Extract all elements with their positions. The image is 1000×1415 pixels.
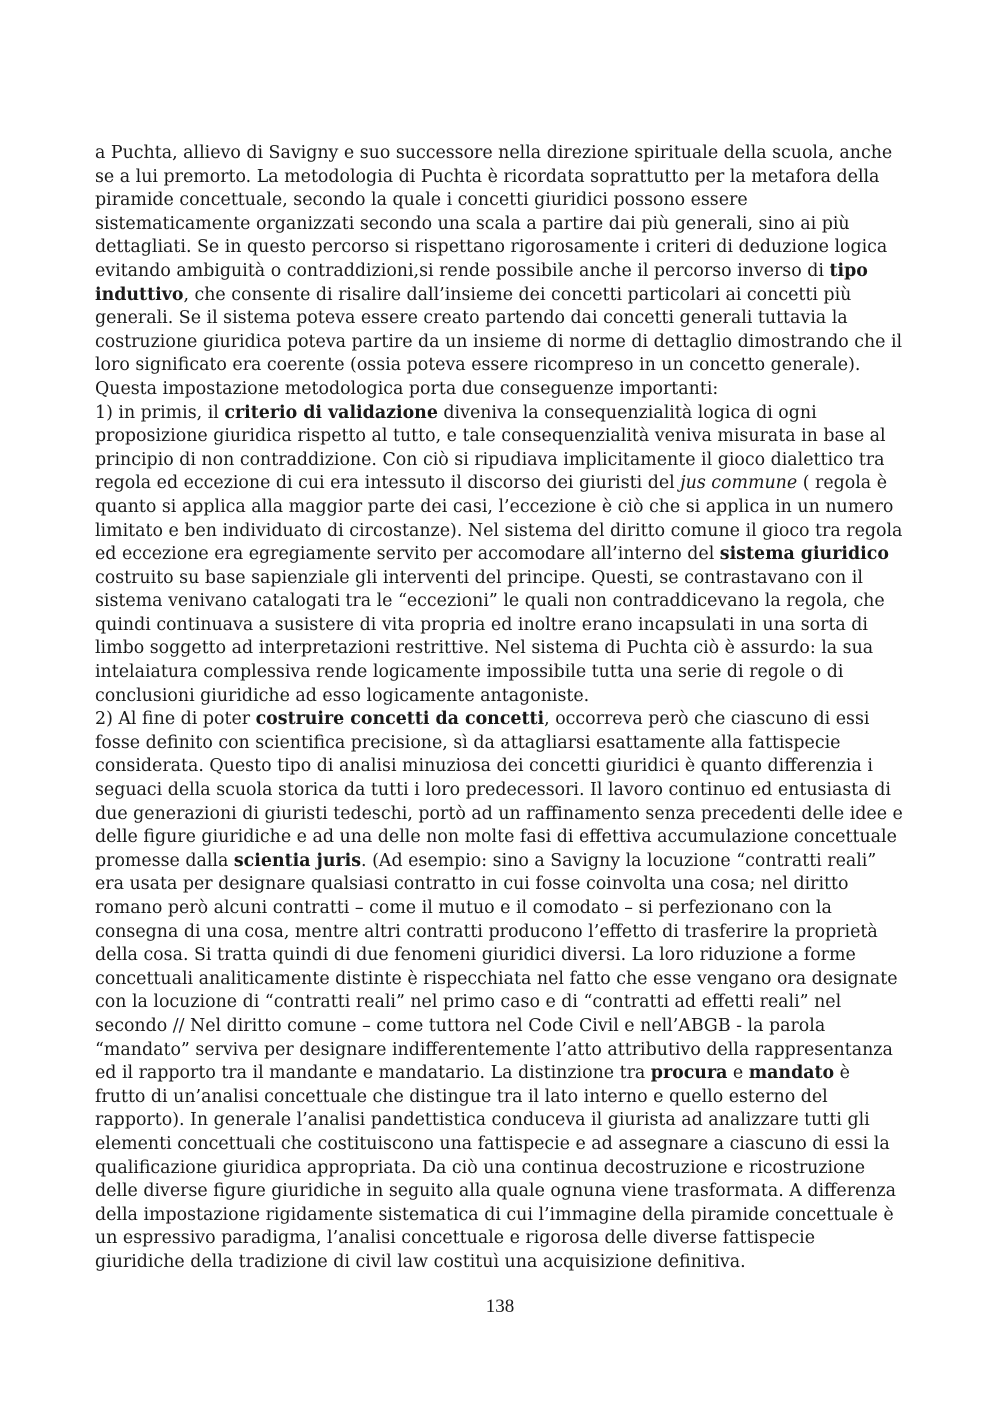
text-run: Questa impostazione metodologica porta due conseguenze importanti:	[95, 378, 719, 399]
italic-term: jus commune	[680, 473, 798, 494]
document-body	[95, 142, 905, 1275]
paragraph-consequences-intro	[95, 378, 905, 402]
text-run: è frutto di un’analisi concettuale che distingue tra il lato interno e quello esterno del rapporto). In generale l’analisi pandettistica conduceva il giurista ad analizzare tutti gli elementi concettuali che costituiscono una fattispecie e ad assegnare a ciascuno di essi la qualificazione giuridica appropriata. Da ciò una continua decostruzione e ricostruzione delle diverse figure giuridiche in seguito alla quale ognuna viene trasformata. A differenza della impostazione rigidamente sistematica di cui l’immagine della piramide concettuale è un espressivo paradigma, l’analisi concettuale e rigorosa delle diverse fattispecie giuridiche della tradizione di civil law costituì una acquisizione definitiva.	[95, 1063, 897, 1272]
text-run: , occorreva però che ciascuno di essi fosse definito con scientifica precisione, sì da attagliarsi esattamente alla fattispecie considerata. Questo tipo di analisi minuziosa dei concetti giuridici è quanto differenzia i seguaci della scuola storica da tutti i loro predecessori. Il lavoro continuo ed entusiasta di due generazioni di giuristi tedeschi, portò ad un raffinamento senza precedenti delle idee e delle figure giuridiche e ad una delle non molte fasi di effettiva accumulazione concettuale promesse dalla	[95, 709, 903, 871]
text-run: , che consente di risalire dall’insieme dei concetti particolari ai concetti più generali. Se il sistema poteva essere creato partendo dai concetti generali tuttavia la costruzione giuridica poteva partire da un insieme di norme di dettaglio dimostrando che il loro significato era coerente (ossia poteva essere ricompreso in un concetto generale).	[95, 284, 903, 376]
bold-term: tipo induttivo	[95, 260, 868, 305]
bold-term: sistema giuridico	[719, 544, 889, 565]
text-run: ( regola è quanto si applica alla maggior parte dei casi, l’eccezione è ciò che si applica in un numero limitato e ben individuato di circostanze). Nel sistema del diritto comune il gioco tra regola ed eccezione era egregiamente servito per accomodare all’interno del	[95, 473, 903, 565]
bold-term: criterio di validazione	[224, 402, 438, 423]
text-run: diveniva la consequenzialità logica di ogni proposizione giuridica rispetto al tutto, e tale consequenzialità veniva misurata in base al principio di non contraddizione. Con ciò si ripudiava implicitamente il gioco dialettico tra regola ed eccezione di cui era intessuto il discorso dei giuristi del	[95, 402, 886, 494]
text-run: e	[727, 1063, 749, 1084]
text-run: a Puchta, allievo di Savigny e suo successore nella direzione spirituale della scuola, anche se a lui premorto. La metodologia di Puchta è ricordata soprattutto per la metafora della piramide concettuale, secondo la quale i concetti giuridici possono essere sistematicamente organizzati secondo una scala a partire dai più generali, sino ai più dettagliati. Se in questo percorso si rispettano rigorosamente i criteri di deduzione logica evitando ambiguità o contraddizioni,si rende possibile anche il percorso inverso di	[95, 143, 893, 281]
bold-term: scientia juris	[233, 850, 362, 871]
bold-term: mandato	[748, 1063, 835, 1084]
text-run: 2) Al fine di poter	[95, 709, 256, 730]
text-run: costruito su base sapienziale gli interventi del principe. Questi, se contrastavano con il sistema venivano catalogati tra le “eccezioni” le quali non contraddicevano la regola, che quindi continuava a susistere di vita propria ed inoltre erano incapsulati in una sorta di limbo soggetto ad interpretazioni restrittive. Nel sistema di Puchta ciò è assurdo: la sua intelaiatura complessiva rende logicamente impossibile tutta una serie di regole o di conclusioni giuridiche ad esso logicamente antagoniste.	[95, 567, 885, 706]
bold-term: procura	[650, 1063, 728, 1084]
page-number: 138	[485, 1296, 515, 1317]
text-run: 1) in primis, il	[95, 402, 225, 423]
text-run: . (Ad esempio: sino a Savigny la locuzione “contratti reali” era usata per designare qualsiasi contratto in cui fosse coinvolta una cosa; nel diritto romano però alcuni contratti – come il mutuo e il comodato – si perfezionano con la consegna di una cosa, mentre altri contratti producono l’effetto di trasferire la proprietà della cosa. Si tratta quindi di due fenomeni giuridici diversi. La loro riduzione a forme concettuali analiticamente distinte è rispecchiata nel fatto che esse vengano ora designate con la locuzione di “contratti reali” nel primo caso e di “contratti ad effetti reali” nel secondo // Nel diritto comune – come tuttora nel Code Civil e nell’ABGB - la parola “mandato” serviva per designare indifferentemente l’atto attributivo della rappresentanza ed il rapporto tra il mandante e mandatario. La distinzione tra	[95, 850, 898, 1084]
paragraph-puchta-intro	[95, 142, 905, 378]
bold-term: costruire concetti da concetti	[255, 709, 545, 730]
paragraph-point-2	[95, 708, 905, 1274]
paragraph-point-1	[95, 402, 905, 709]
